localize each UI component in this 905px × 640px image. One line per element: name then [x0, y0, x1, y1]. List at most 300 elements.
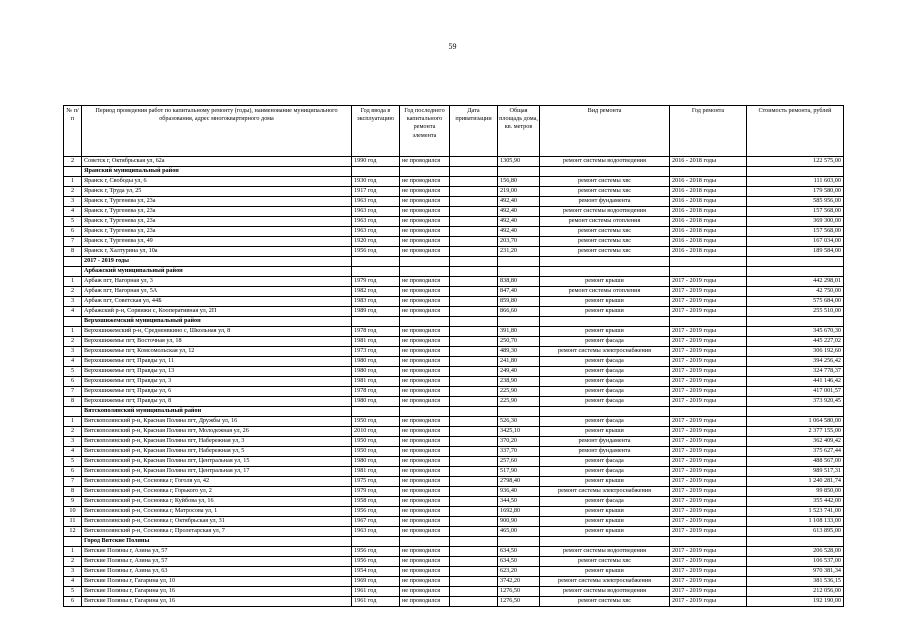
row-number: 7	[64, 237, 82, 247]
table-row	[64, 547, 844, 557]
row-number: 8	[64, 487, 82, 497]
row-repair-kind: ремонт системы отопления	[540, 217, 670, 227]
row-last-repair: не проводился	[400, 517, 450, 527]
row-number: 3	[64, 297, 82, 307]
table-row	[64, 277, 844, 287]
row-cost: 394 256,42	[747, 357, 844, 367]
table-row	[64, 427, 844, 437]
row-repair-kind: ремонт фасада	[540, 387, 670, 397]
row-privatization	[450, 527, 498, 537]
table-row	[64, 587, 844, 597]
row-repair-kind: ремонт фасада	[540, 397, 670, 407]
row-last-repair: не проводился	[400, 227, 450, 237]
section-row	[64, 317, 844, 327]
row-number: 3	[64, 197, 82, 207]
row-repair-kind: ремонт системы отопления	[540, 287, 670, 297]
row-cost: 345 670,30	[747, 327, 844, 337]
section-empty-cell	[670, 537, 747, 547]
header-repair-kind: Вид ремонта	[540, 106, 670, 157]
row-privatization	[450, 237, 498, 247]
row-year-commission: 1963 год	[352, 227, 400, 237]
row-last-repair: не проводился	[400, 507, 450, 517]
row-number: 1	[64, 417, 82, 427]
section-empty-cell	[670, 167, 747, 177]
row-repair-kind: ремонт крыши	[540, 517, 670, 527]
row-year-commission: 1982 год	[352, 287, 400, 297]
section-row	[64, 267, 844, 277]
row-privatization	[450, 287, 498, 297]
section-empty-cell	[498, 257, 540, 267]
row-repair-kind: ремонт крыши	[540, 477, 670, 487]
row-area: 1305,90	[498, 157, 540, 167]
row-repair-kind: ремонт крыши	[540, 307, 670, 317]
table-row	[64, 157, 844, 167]
row-privatization	[450, 487, 498, 497]
row-address: Советск г, Октябрьская ул, 62а	[82, 157, 352, 167]
row-address: Вятские Поляны г, Азина ул, 57	[82, 547, 352, 557]
table-row	[64, 487, 844, 497]
section-empty-cell	[540, 267, 670, 277]
row-last-repair: не проводился	[400, 327, 450, 337]
row-address: Вятскополянский р-н, Красная Поляна пгт, Молодежная ул, 26	[82, 427, 352, 437]
row-address: Верхошижемье пгт, Правды ул, 13	[82, 367, 352, 377]
section-title: Арбажский муниципальный район	[82, 267, 352, 277]
table-row	[64, 567, 844, 577]
row-number: 4	[64, 357, 82, 367]
row-cost: 189 584,00	[747, 247, 844, 257]
table-row	[64, 237, 844, 247]
row-area: 391,80	[498, 327, 540, 337]
table-row	[64, 377, 844, 387]
row-address: Верхошижемье пгт, Правды ул, 6	[82, 387, 352, 397]
table-row	[64, 497, 844, 507]
row-repair-year: 2016 - 2018 годы	[670, 187, 747, 197]
page-number: 59	[448, 42, 457, 51]
row-address: Яранск г, Свободы ул, 6	[82, 177, 352, 187]
row-address: Арбаж пгт, Нагорная ул, 3	[82, 277, 352, 287]
row-number: 2	[64, 287, 82, 297]
row-repair-kind: ремонт системы хвс	[540, 557, 670, 567]
section-empty-cell	[747, 267, 844, 277]
row-last-repair: не проводился	[400, 177, 450, 187]
row-number: 5	[64, 457, 82, 467]
row-number: 2	[64, 337, 82, 347]
row-address: Вятскополянский р-н, Сосновка г, Горького ул, 2	[82, 487, 352, 497]
row-last-repair: не проводился	[400, 217, 450, 227]
table-body	[64, 157, 844, 607]
row-year-commission: 1963 год	[352, 217, 400, 227]
row-repair-year: 2016 - 2018 годы	[670, 237, 747, 247]
row-year-commission: 1956 год	[352, 247, 400, 257]
row-privatization	[450, 307, 498, 317]
row-cost: 157 568,00	[747, 207, 844, 217]
row-address: Верхошижемье пгт, Правды ул, 8	[82, 397, 352, 407]
row-repair-year: 2017 - 2019 годы	[670, 297, 747, 307]
row-address: Яранск г, Тургенева ул, 23а	[82, 197, 352, 207]
row-last-repair: не проводился	[400, 277, 450, 287]
row-repair-kind: ремонт фасада	[540, 467, 670, 477]
table-row	[64, 457, 844, 467]
table-row	[64, 337, 844, 347]
row-address: Вятскополянский р-н, Сосновка г, Гоголя ул, 42	[82, 477, 352, 487]
row-year-commission: 2010 год	[352, 427, 400, 437]
section-empty-cell	[450, 317, 498, 327]
row-area: 492,40	[498, 217, 540, 227]
row-cost: 381 536,15	[747, 577, 844, 587]
row-cost: 362 409,42	[747, 437, 844, 447]
row-number: 8	[64, 397, 82, 407]
row-repair-year: 2016 - 2018 годы	[670, 227, 747, 237]
row-year-commission: 1950 год	[352, 437, 400, 447]
row-number: 5	[64, 367, 82, 377]
row-last-repair: не проводился	[400, 457, 450, 467]
row-repair-kind: ремонт системы хвс	[540, 187, 670, 197]
row-cost: 1 240 281,74	[747, 477, 844, 487]
row-repair-kind: ремонт крыши	[540, 507, 670, 517]
section-empty-cell	[747, 317, 844, 327]
row-repair-kind: ремонт фундамента	[540, 437, 670, 447]
row-year-commission: 1980 год	[352, 397, 400, 407]
row-address: Яранск г, Халтурина ул, 10а	[82, 247, 352, 257]
row-repair-year: 2017 - 2019 годы	[670, 427, 747, 437]
section-empty-cell	[498, 267, 540, 277]
row-privatization	[450, 467, 498, 477]
table-row	[64, 327, 844, 337]
row-address: Вятскополянский р-н, Сосновка г, Октябрьская ул, 31	[82, 517, 352, 527]
row-address: Яранск г, Тургенева ул, 23а	[82, 207, 352, 217]
row-area: 231,20	[498, 247, 540, 257]
table-row	[64, 507, 844, 517]
section-empty-cell	[450, 167, 498, 177]
row-privatization	[450, 387, 498, 397]
row-address: Вятские Поляны г, Азина ул, 63	[82, 567, 352, 577]
row-last-repair: не проводился	[400, 417, 450, 427]
row-cost: 206 528,00	[747, 547, 844, 557]
row-year-commission: 1969 год	[352, 577, 400, 587]
row-repair-kind: ремонт фасада	[540, 337, 670, 347]
section-empty-cell	[352, 167, 400, 177]
row-address: Яранск г, Тургенева ул, 49	[82, 237, 352, 247]
row-cost: 179 580,00	[747, 187, 844, 197]
row-year-commission: 1958 год	[352, 497, 400, 507]
row-year-commission: 1961 год	[352, 587, 400, 597]
row-area: 337,70	[498, 447, 540, 457]
row-year-commission: 1956 год	[352, 547, 400, 557]
row-year-commission: 1956 год	[352, 507, 400, 517]
header-repair-year: Год ремонта	[670, 106, 747, 157]
row-repair-year: 2017 - 2019 годы	[670, 517, 747, 527]
row-area: 517,90	[498, 467, 540, 477]
row-area: 634,50	[498, 547, 540, 557]
row-area: 225,90	[498, 387, 540, 397]
row-number: 1	[64, 547, 82, 557]
row-number: 7	[64, 477, 82, 487]
row-repair-kind: ремонт фундамента	[540, 197, 670, 207]
row-repair-year: 2017 - 2019 годы	[670, 597, 747, 607]
table-row	[64, 247, 844, 257]
row-repair-kind: ремонт фундамента	[540, 447, 670, 457]
row-year-commission: 1981 год	[352, 337, 400, 347]
row-area: 219,00	[498, 187, 540, 197]
row-privatization	[450, 417, 498, 427]
row-year-commission: 1979 год	[352, 277, 400, 287]
row-repair-year: 2017 - 2019 годы	[670, 487, 747, 497]
section-empty-cell	[540, 317, 670, 327]
row-cost: 442 298,01	[747, 277, 844, 287]
row-address: Верхошижемский р-н, Среднеивкино с, Школьная ул, 8	[82, 327, 352, 337]
table-row	[64, 447, 844, 457]
row-address: Вятскополянский р-н, Красная Поляна пгт, Набережная ул, 5	[82, 447, 352, 457]
row-cost: 575 684,00	[747, 297, 844, 307]
table-row	[64, 227, 844, 237]
row-cost: 212 056,00	[747, 587, 844, 597]
section-title: Вятскополянский муниципальный район	[82, 407, 352, 417]
row-repair-year: 2017 - 2019 годы	[670, 387, 747, 397]
row-address: Верхошижемье пгт, Правды ул, 11	[82, 357, 352, 367]
row-last-repair: не проводился	[400, 527, 450, 537]
table-row	[64, 467, 844, 477]
row-number: 1	[64, 277, 82, 287]
row-area: 634,50	[498, 557, 540, 567]
row-repair-year: 2016 - 2018 годы	[670, 197, 747, 207]
row-repair-year: 2017 - 2019 годы	[670, 457, 747, 467]
header-last-repair: Год последнего капитального ремонта элемента	[400, 106, 450, 157]
row-repair-year: 2017 - 2019 годы	[670, 307, 747, 317]
table-row	[64, 387, 844, 397]
row-address: Вятскополянский р-н, Сосновка г, Куйбова ул, 16	[82, 497, 352, 507]
row-address: Яранск г, Тургенева ул, 23а	[82, 227, 352, 237]
row-cost: 441 146,42	[747, 377, 844, 387]
header-address: Период проведения работ по капитальному ремонту (годы), наименование муниципального образования, адрес многоквартирного дома	[82, 106, 352, 157]
row-number: 2	[64, 187, 82, 197]
section-empty-cell	[400, 167, 450, 177]
row-last-repair: не проводился	[400, 587, 450, 597]
row-number: 3	[64, 437, 82, 447]
row-cost: 373 920,45	[747, 397, 844, 407]
row-privatization	[450, 207, 498, 217]
row-repair-year: 2016 - 2018 годы	[670, 207, 747, 217]
row-last-repair: не проводился	[400, 307, 450, 317]
row-repair-kind: ремонт системы электроснабжения	[540, 347, 670, 357]
row-number: 6	[64, 377, 82, 387]
row-repair-year: 2017 - 2019 годы	[670, 557, 747, 567]
row-privatization	[450, 177, 498, 187]
row-year-commission: 1980 год	[352, 457, 400, 467]
table-row	[64, 417, 844, 427]
section-num-cell	[64, 167, 82, 177]
row-privatization	[450, 557, 498, 567]
table-row	[64, 477, 844, 487]
row-repair-kind: ремонт системы хвс	[540, 227, 670, 237]
section-empty-cell	[400, 267, 450, 277]
section-empty-cell	[747, 257, 844, 267]
row-privatization	[450, 297, 498, 307]
row-address: Верхошижемье пгт, Комсомольская ул, 12	[82, 347, 352, 357]
row-year-commission: 1990 год	[352, 157, 400, 167]
row-repair-kind: ремонт фасада	[540, 367, 670, 377]
row-year-commission: 1954 год	[352, 567, 400, 577]
row-number: 2	[64, 427, 82, 437]
row-last-repair: не проводился	[400, 387, 450, 397]
row-area: 250,70	[498, 337, 540, 347]
section-empty-cell	[450, 537, 498, 547]
table-row	[64, 577, 844, 587]
row-year-commission: 1980 год	[352, 367, 400, 377]
section-empty-cell	[400, 407, 450, 417]
row-repair-year: 2016 - 2018 годы	[670, 157, 747, 167]
row-repair-year: 2017 - 2019 годы	[670, 587, 747, 597]
section-empty-cell	[670, 317, 747, 327]
row-area: 249,40	[498, 367, 540, 377]
section-empty-cell	[450, 257, 498, 267]
row-cost: 1 108 133,00	[747, 517, 844, 527]
section-empty-cell	[400, 257, 450, 267]
table-row	[64, 437, 844, 447]
header-privatization: Дата приватизации	[450, 106, 498, 157]
row-privatization	[450, 377, 498, 387]
row-last-repair: не проводился	[400, 287, 450, 297]
row-area: 225,90	[498, 397, 540, 407]
row-address: Вятские Поляны г, Гагарина ул, 16	[82, 587, 352, 597]
row-year-commission: 1967 год	[352, 517, 400, 527]
table-row	[64, 207, 844, 217]
row-number: 6	[64, 597, 82, 607]
section-empty-cell	[498, 407, 540, 417]
row-repair-kind: ремонт системы хвс	[540, 177, 670, 187]
row-repair-kind: ремонт системы электроснабжения	[540, 487, 670, 497]
row-area: 257,60	[498, 457, 540, 467]
row-privatization	[450, 567, 498, 577]
section-num-cell	[64, 537, 82, 547]
table-row	[64, 287, 844, 297]
section-num-cell	[64, 407, 82, 417]
row-last-repair: не проводился	[400, 347, 450, 357]
row-number: 8	[64, 247, 82, 257]
row-cost: 2 377 155,00	[747, 427, 844, 437]
row-area: 1276,50	[498, 597, 540, 607]
row-year-commission: 1980 год	[352, 357, 400, 367]
row-privatization	[450, 247, 498, 257]
row-repair-year: 2016 - 2018 годы	[670, 217, 747, 227]
row-number: 12	[64, 527, 82, 537]
row-privatization	[450, 437, 498, 447]
row-repair-year: 2017 - 2019 годы	[670, 527, 747, 537]
row-year-commission: 1963 год	[352, 527, 400, 537]
row-repair-kind: ремонт системы хвс	[540, 247, 670, 257]
row-repair-year: 2017 - 2019 годы	[670, 577, 747, 587]
row-address: Вятскополянский р-н, Красная Поляна пгт, Набережная ул, 3	[82, 437, 352, 447]
section-empty-cell	[450, 267, 498, 277]
row-cost: 445 227,02	[747, 337, 844, 347]
table-row	[64, 397, 844, 407]
row-area: 900,90	[498, 517, 540, 527]
row-area: 156,80	[498, 177, 540, 187]
row-privatization	[450, 507, 498, 517]
section-empty-cell	[670, 257, 747, 267]
row-area: 238,90	[498, 377, 540, 387]
row-last-repair: не проводился	[400, 467, 450, 477]
row-repair-year: 2017 - 2019 годы	[670, 467, 747, 477]
row-repair-kind: ремонт крыши	[540, 277, 670, 287]
section-row	[64, 407, 844, 417]
row-area: 489,30	[498, 347, 540, 357]
row-cost: 157 568,00	[747, 227, 844, 237]
row-address: Верхошижемье пгт, Восточная ул, 18	[82, 337, 352, 347]
row-number: 4	[64, 307, 82, 317]
row-repair-year: 2017 - 2019 годы	[670, 547, 747, 557]
row-area: 2798,40	[498, 477, 540, 487]
row-repair-year: 2017 - 2019 годы	[670, 567, 747, 577]
section-empty-cell	[498, 537, 540, 547]
row-number: 1	[64, 177, 82, 187]
row-address: Арбажский р-н, Сорвижи с, Кооперативная ул, 2П	[82, 307, 352, 317]
row-address: Вятские Поляны г, Азина ул, 57	[82, 557, 352, 567]
row-area: 465,00	[498, 527, 540, 537]
section-empty-cell	[540, 257, 670, 267]
row-repair-kind: ремонт крыши	[540, 297, 670, 307]
row-last-repair: не проводился	[400, 337, 450, 347]
section-empty-cell	[747, 407, 844, 417]
section-empty-cell	[747, 537, 844, 547]
header-area: Общая площадь дома, кв. метров	[498, 106, 540, 157]
row-last-repair: не проводился	[400, 447, 450, 457]
row-repair-kind: ремонт фасада	[540, 357, 670, 367]
row-area: 492,40	[498, 207, 540, 217]
row-number: 2	[64, 157, 82, 167]
row-repair-year: 2016 - 2018 годы	[670, 247, 747, 257]
row-cost: 369 300,00	[747, 217, 844, 227]
row-address: Вятскополянский р-н, Сосновка г, Матросова ул, 1	[82, 507, 352, 517]
row-year-commission: 1963 год	[352, 207, 400, 217]
row-address: Арбаж пгт, Советская ул, 44Б	[82, 297, 352, 307]
row-cost: 99 850,00	[747, 487, 844, 497]
row-cost: 42 750,00	[747, 287, 844, 297]
row-number: 4	[64, 577, 82, 587]
row-last-repair: не проводился	[400, 297, 450, 307]
row-area: 847,40	[498, 287, 540, 297]
row-address: Верхошижемье пгт, Правды ул, 3	[82, 377, 352, 387]
row-last-repair: не проводился	[400, 597, 450, 607]
row-last-repair: не проводился	[400, 487, 450, 497]
section-row	[64, 167, 844, 177]
section-empty-cell	[670, 267, 747, 277]
section-row	[64, 537, 844, 547]
row-area: 241,80	[498, 357, 540, 367]
row-last-repair: не проводился	[400, 397, 450, 407]
row-year-commission: 1920 год	[352, 237, 400, 247]
row-area: 203,70	[498, 237, 540, 247]
row-repair-year: 2017 - 2019 годы	[670, 367, 747, 377]
row-address: Арбаж пгт, Нагорная ул, 5А	[82, 287, 352, 297]
section-empty-cell	[747, 167, 844, 177]
row-repair-kind: ремонт системы хвс	[540, 597, 670, 607]
row-number: 7	[64, 387, 82, 397]
header-num: № п/п	[64, 106, 82, 157]
row-privatization	[450, 587, 498, 597]
row-number: 5	[64, 587, 82, 597]
section-title: Яранский муниципальный район	[82, 167, 352, 177]
row-cost: 970 381,34	[747, 567, 844, 577]
row-cost: 1 064 580,00	[747, 417, 844, 427]
table-row	[64, 347, 844, 357]
row-address: Яранск г, Труда ул, 25	[82, 187, 352, 197]
row-year-commission: 1978 год	[352, 387, 400, 397]
row-number: 2	[64, 557, 82, 567]
row-cost: 1 523 741,00	[747, 507, 844, 517]
row-cost: 585 956,00	[747, 197, 844, 207]
row-address: Яранск г, Тургенева ул, 23а	[82, 217, 352, 227]
row-repair-year: 2017 - 2019 годы	[670, 337, 747, 347]
